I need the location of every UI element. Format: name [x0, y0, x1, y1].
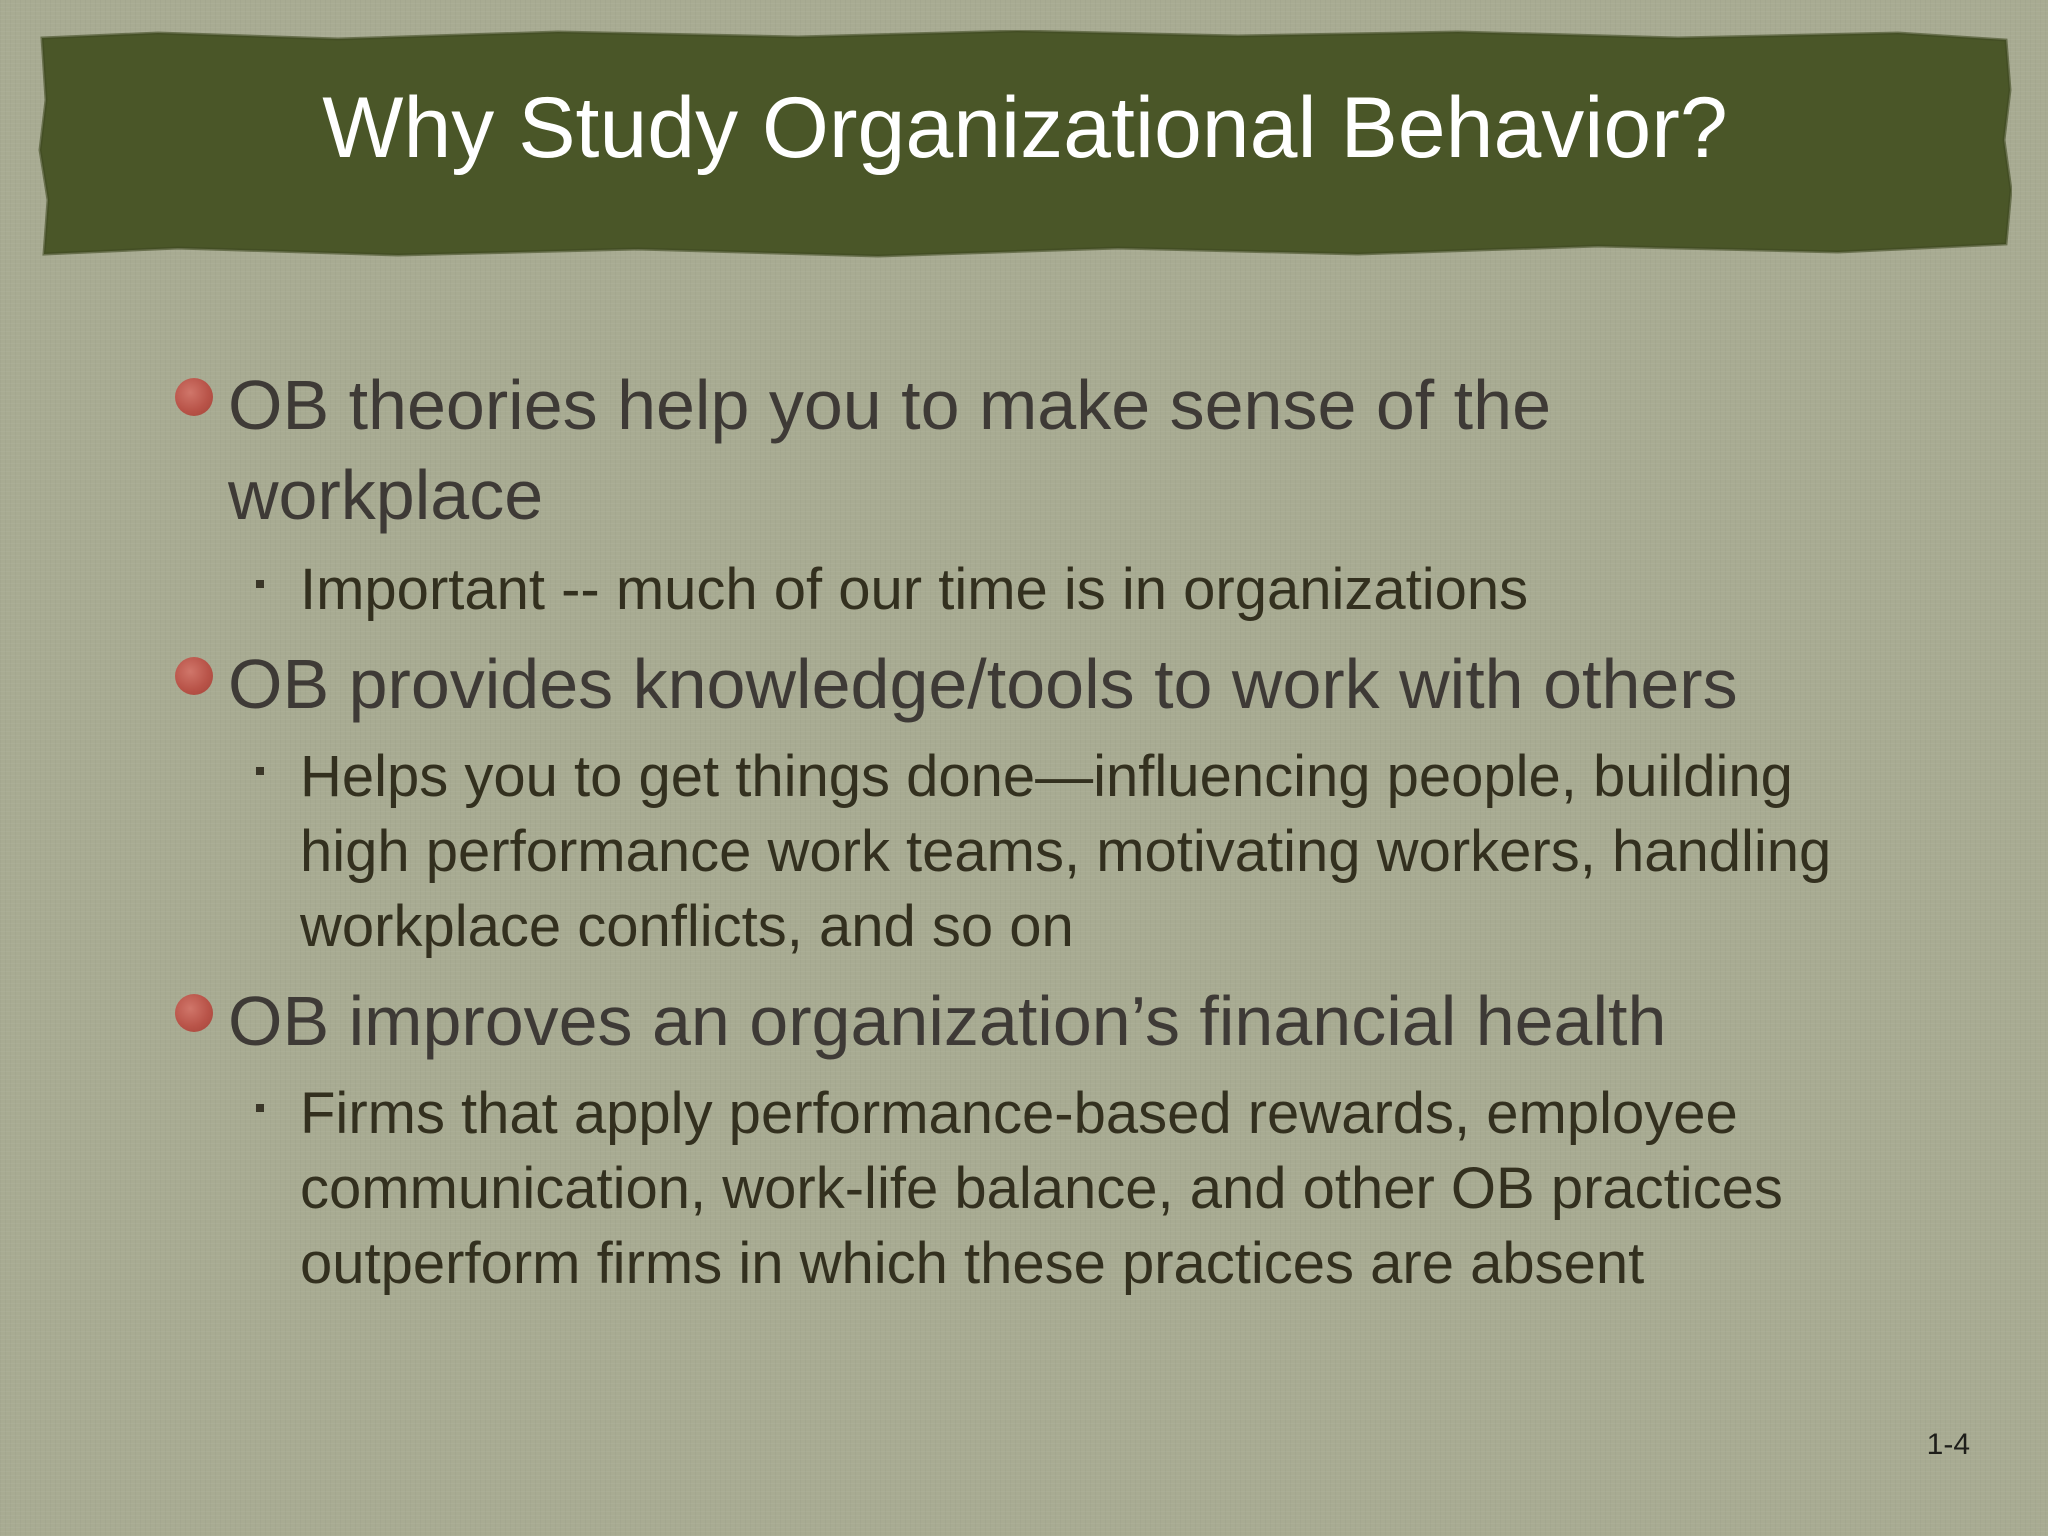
sub-bullet-text: Important -- much of our time is in organizations [300, 557, 1529, 622]
bullet-list [172, 360, 1872, 1301]
bullet-dot-icon [175, 378, 213, 416]
page-number: 1-4 [1926, 1428, 1970, 1461]
bullet-dot-icon [175, 657, 213, 695]
bullet-text: OB provides knowledge/tools to work with others [228, 645, 1738, 723]
square-bullet-icon [256, 580, 264, 588]
bullet-text: OB theories help you to make sense of the workplace [228, 366, 1551, 534]
square-bullet-icon [256, 1104, 264, 1112]
sub-bullet-text: Firms that apply performance-based rewards, employee communication, work-life balance, and other OB practices outperform firms in which these practices are absent [300, 1081, 1783, 1296]
bullet-item [172, 976, 1872, 1066]
sub-bullet-text: Helps you to get things done—influencing people, building high performance work teams, motivating workers, handling workplace conflicts, and so on [300, 744, 1832, 959]
title-banner [38, 30, 2012, 258]
square-bullet-icon [256, 767, 264, 775]
sub-bullet-item [172, 739, 1872, 964]
slide-title: Why Study Organizational Behavior? [322, 79, 1728, 176]
bullet-item [172, 639, 1872, 729]
sub-bullet-item [172, 552, 1872, 627]
bullet-dot-icon [175, 994, 213, 1032]
bullet-text: OB improves an organization’s financial health [228, 982, 1667, 1060]
sub-bullet-item [172, 1076, 1872, 1301]
bullet-item [172, 360, 1872, 540]
